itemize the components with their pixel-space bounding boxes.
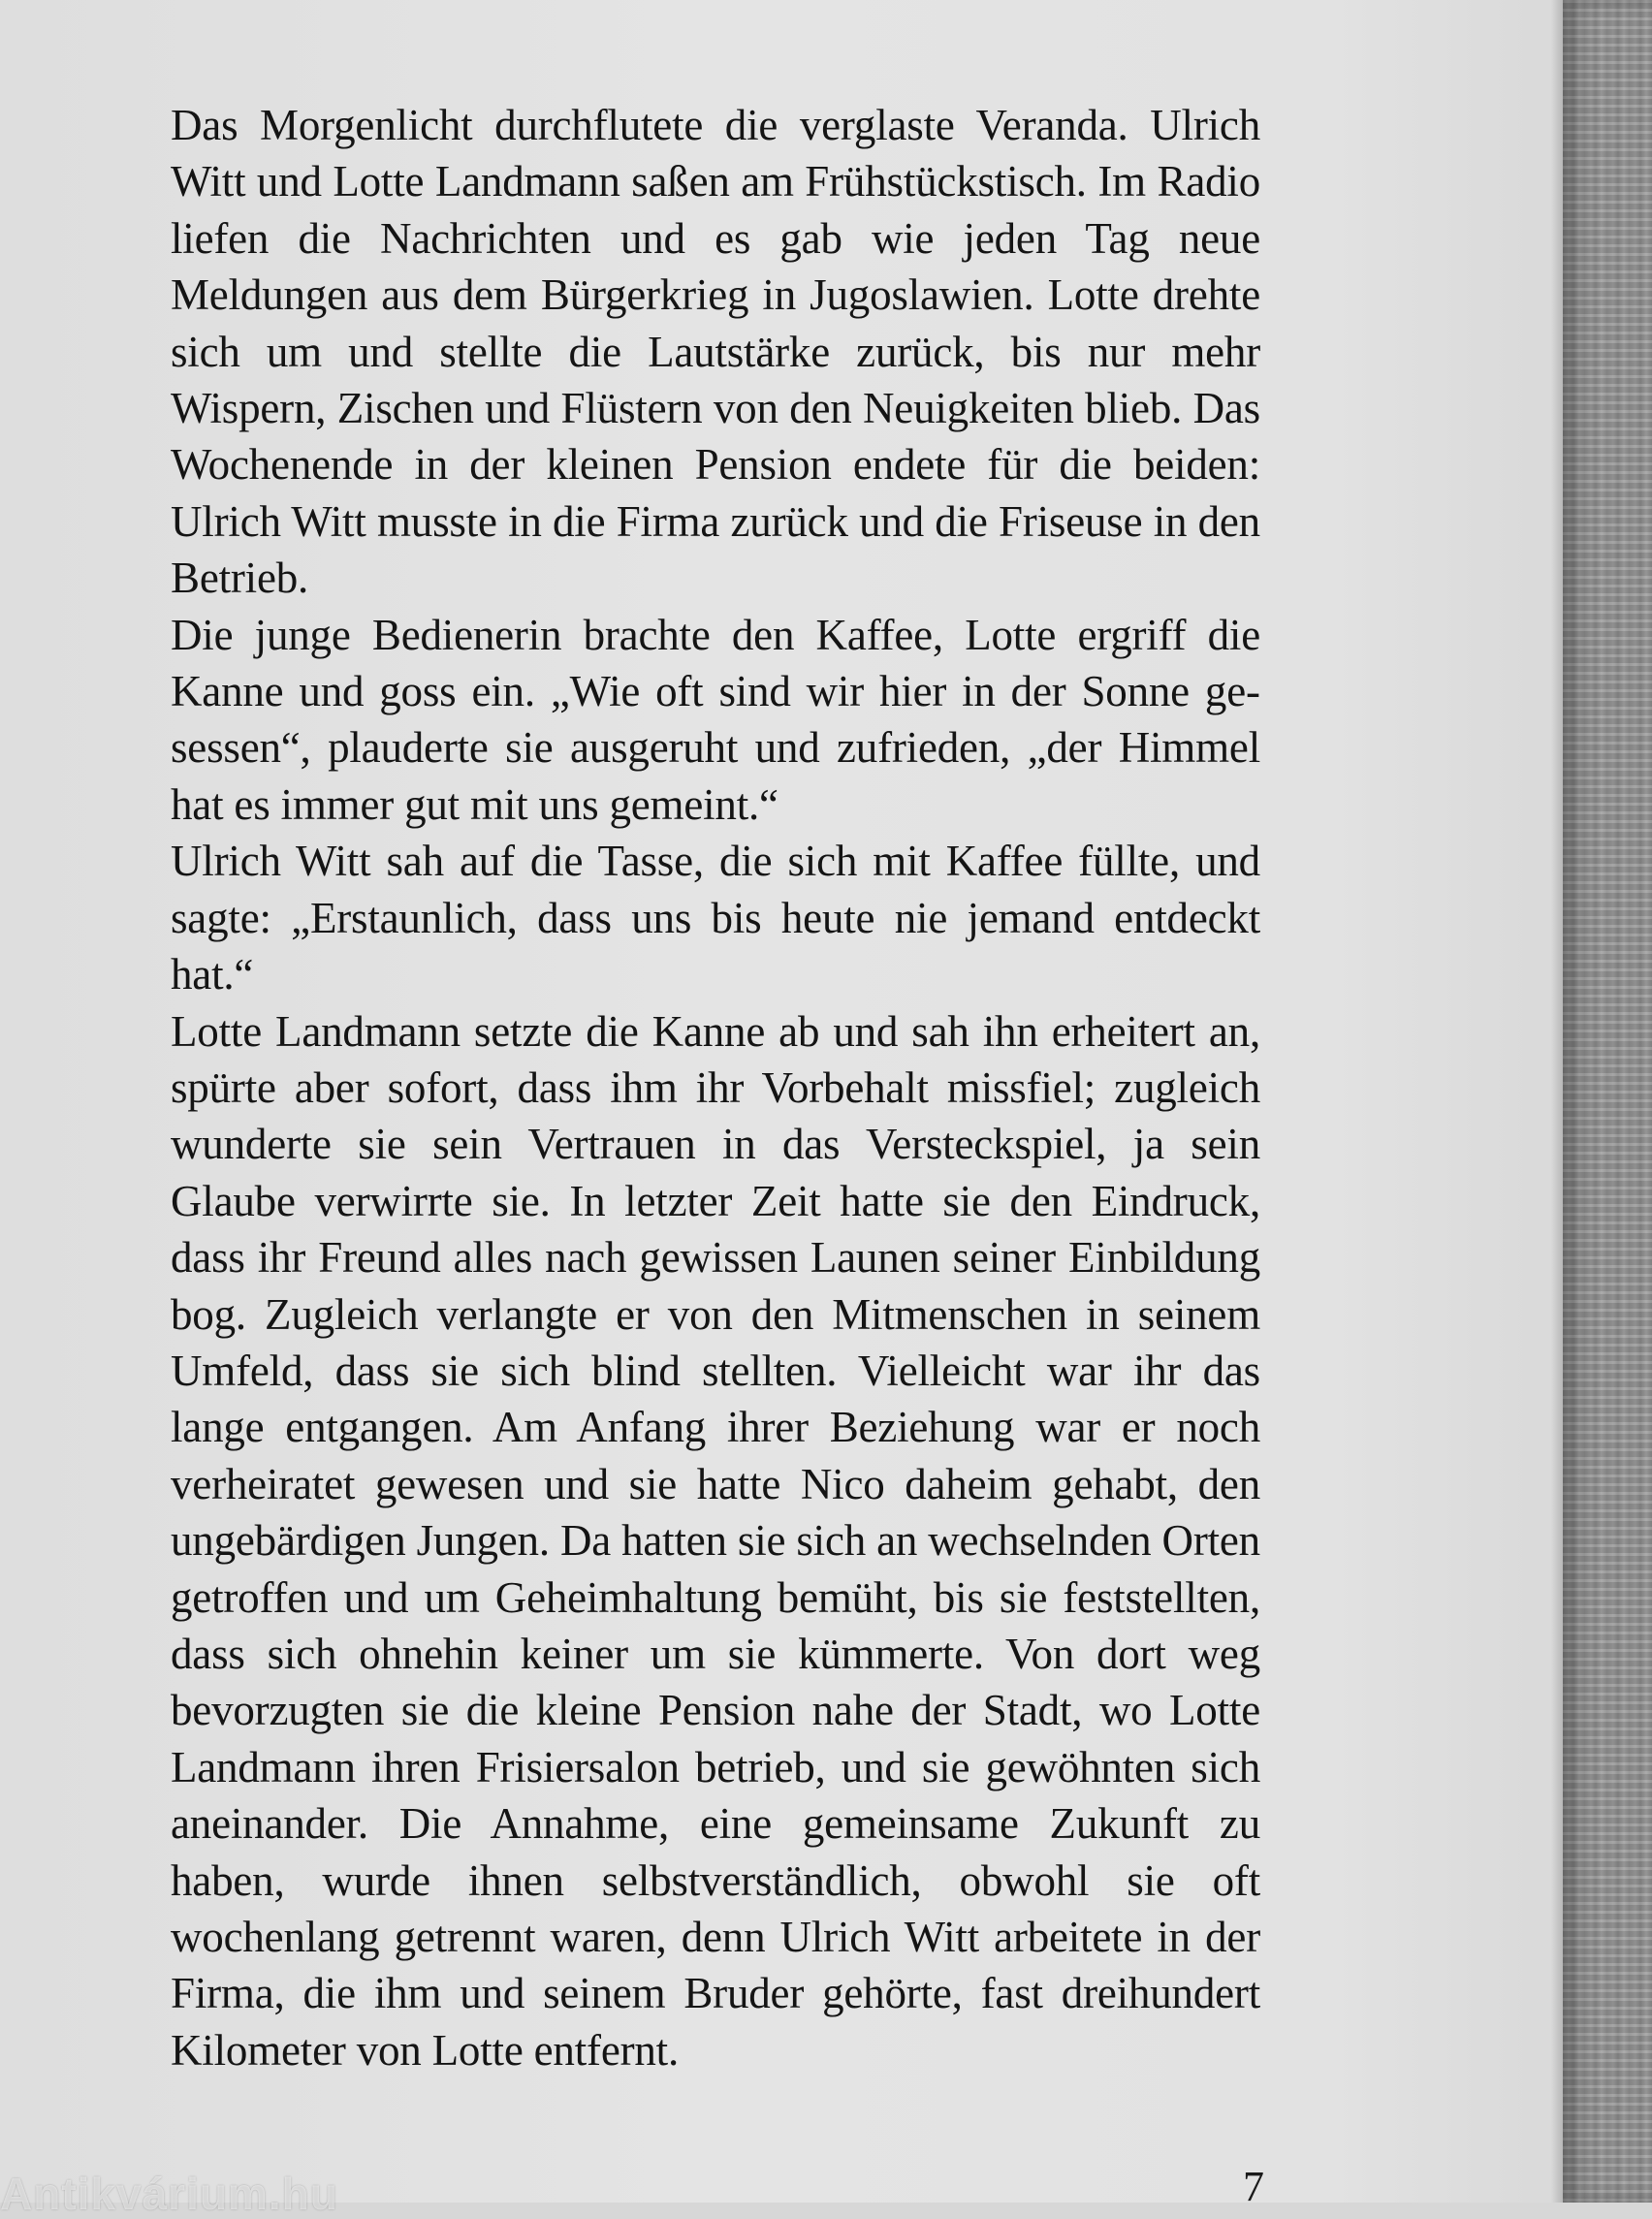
page-number: 7 [1243, 2163, 1264, 2210]
background-texture [1563, 0, 1652, 2203]
paragraph-2: Die junge Bedienerin brachte den Kaffee, Lotte ergriff die Kanne und goss ein. „Wie oft sind wir hier in der Sonne gesessen“, plauderte sie ausgeruht und zufrieden, „der Himmel hat es immer gut mit uns gemeint.“ [171, 610, 1260, 829]
paragraph-3: Ulrich Witt sah auf die Tasse, die sich mit Kaffee füllte, und sagte: „Erstaunlich, dass uns bis heute nie jemand entdeckt hat.“ [171, 837, 1260, 999]
paragraph-1: Das Morgenlicht durchflutete die verglaste Veranda. Ulrich Witt und Lotte Landmann saßen am Frühstückstisch. Im Radio liefen die Nachrichten und es gab wie jeden Tag neue Meldungen aus dem Bürgerkrieg in Jugoslawien. Lotte drehte sich um und stellte die Lautstärke zurück, bis nur mehr Wispern, Zischen und Flüstern von den Neuigkeiten blieb. Das Wochenende in der kleinen Pension endete für die beiden: Ulrich Witt musste in die Firma zurück und die Friseuse in den Betrieb. [171, 101, 1260, 603]
body-text [171, 97, 1260, 2078]
paragraph-4: Lotte Landmann setzte die Kanne ab und sah ihn erheitert an, spürte aber sofort, dass ihm ihr Vorbehalt missfiel; zugleich wunderte sie sein Vertrauen in das Versteckspiel, ja sein Glaube verwirrte sie. In letzter Zeit hatte sie den Eindruck, dass ihr Freund alles nach gewissen Launen seiner Einbildung bog. Zugleich verlangte er von den Mitmenschen in seinem Umfeld, dass sie sich blind stellten. Vielleicht war ihr das lange entgangen. Am Anfang ihrer Beziehung war er noch verheiratet gewesen und sie hatte Nico daheim gehabt, den ungebärdigen Jungen. Da hatten sie sich an wechselnden Orten getroffen und um Geheimhaltung bemüht, bis sie feststellten, dass sich ohnehin keiner um sie kümmerte. Von dort weg bevorzugten sie die kleine Pension nahe der Stadt, wo Lotte Landmann ihren Frisiersalon betrieb, und sie gewöhnten sich aneinander. Die Annahme, eine gemeinsame Zukunft zu haben, wurde ihnen selbstverständlich, obwohl sie oft wochenlang getrennt waren, denn Ulrich Witt arbeitete in der Firma, die ihm und seinem Bruder gehörte, fast dreihundert Kilometer von Lotte entfernt. [171, 1006, 1260, 2075]
watermark: Antikvárium.hu [0, 2169, 338, 2219]
